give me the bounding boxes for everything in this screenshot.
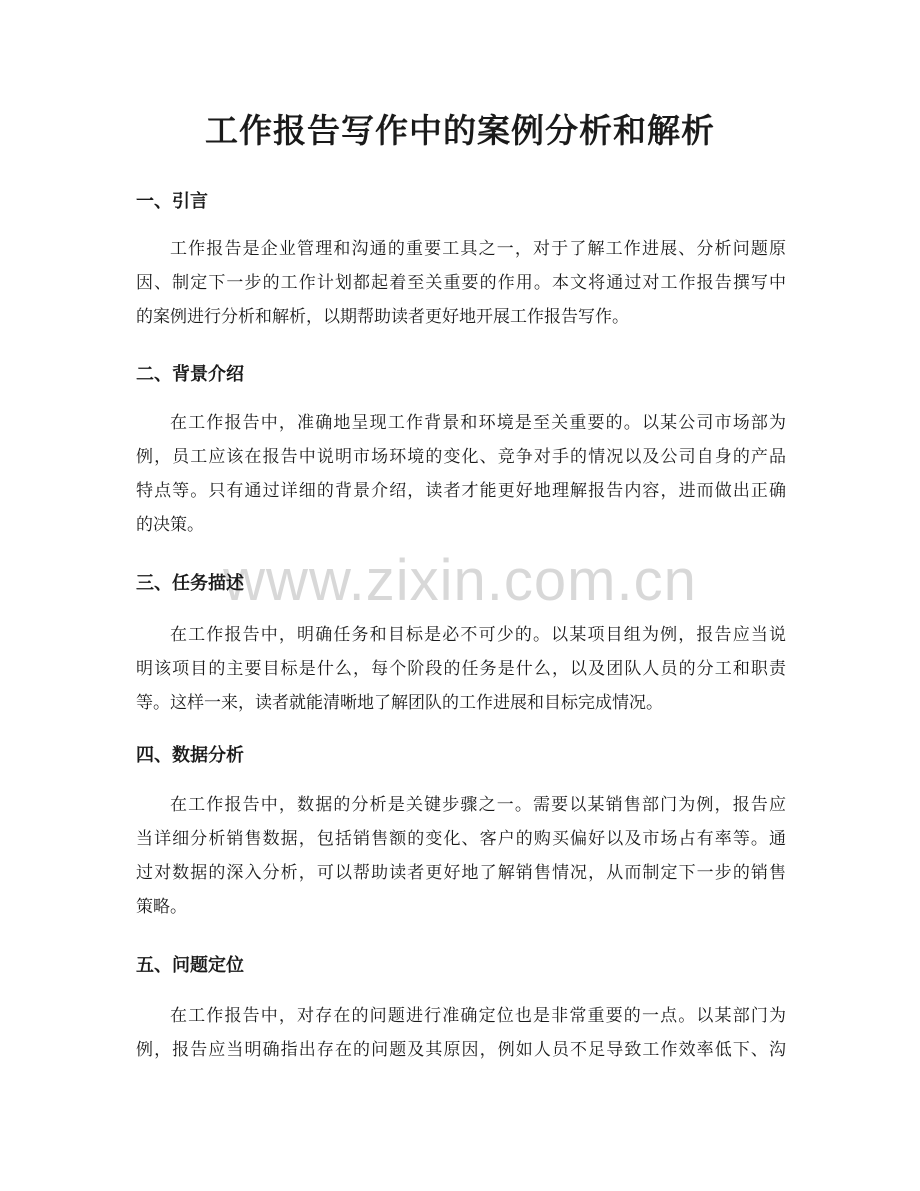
paragraph-line: 当详细分析销售数据，包括销售额的变化、客户的购买偏好以及市场占有率等。通 <box>136 829 786 849</box>
paragraph-line: 在工作报告中，对存在的问题进行准确定位也是非常重要的一点。以某部门为 <box>170 1006 786 1026</box>
page-title: 工作报告写作中的案例分析和解析 <box>205 111 715 150</box>
section-paragraph-problem <box>136 999 786 1067</box>
section-heading-problem: 五、问题定位 <box>136 955 244 976</box>
paragraph-line: 明该项目的主要目标是什么，每个阶段的任务是什么，以及团队人员的分工和职责 <box>136 659 786 679</box>
section-paragraph-data-analysis <box>136 788 786 924</box>
paragraph-line: 的案例进行分析和解析，以期帮助读者更好地开展工作报告写作。 <box>136 307 629 327</box>
section-heading-introduction: 一、引言 <box>136 191 208 212</box>
paragraph-line: 特点等。只有通过详细的背景介绍，读者才能更好地理解报告内容，进而做出正确 <box>136 481 786 501</box>
paragraph-line: 在工作报告中，数据的分析是关键步骤之一。需要以某销售部门为例，报告应 <box>170 795 786 815</box>
paragraph-line: 例，报告应当明确指出存在的问题及其原因，例如人员不足导致工作效率低下、沟 <box>136 1040 786 1060</box>
paragraph-line: 策略。 <box>136 897 187 917</box>
paragraph-line: 等。这样一来，读者就能清晰地了解团队的工作进展和目标完成情况。 <box>136 693 663 713</box>
section-heading-background: 二、背景介绍 <box>136 364 244 385</box>
paragraph-line: 在工作报告中，准确地呈现工作背景和环境是至关重要的。以某公司市场部为 <box>170 413 786 433</box>
paragraph-line: 过对数据的深入分析，可以帮助读者更好地了解销售情况，从而制定下一步的销售 <box>136 863 786 883</box>
watermark-text: www.zixin.com.cn <box>223 548 697 613</box>
section-heading-data-analysis: 四、数据分析 <box>136 745 244 766</box>
paragraph-line: 因、制定下一步的工作计划都起着至关重要的作用。本文将通过对工作报告撰写中 <box>136 273 786 293</box>
section-paragraph-introduction <box>136 232 786 334</box>
section-paragraph-background <box>136 406 786 542</box>
section-paragraph-task <box>136 618 786 720</box>
paragraph-line: 工作报告是企业管理和沟通的重要工具之一，对于了解工作进展、分析问题原 <box>170 239 786 259</box>
paragraph-line: 的决策。 <box>136 515 204 535</box>
paragraph-line: 在工作报告中，明确任务和目标是必不可少的。以某项目组为例，报告应当说 <box>170 625 786 645</box>
paragraph-line: 例，员工应该在报告中说明市场环境的变化、竞争对手的情况以及公司自身的产品 <box>136 447 786 467</box>
section-heading-task: 三、任务描述 <box>136 573 244 594</box>
